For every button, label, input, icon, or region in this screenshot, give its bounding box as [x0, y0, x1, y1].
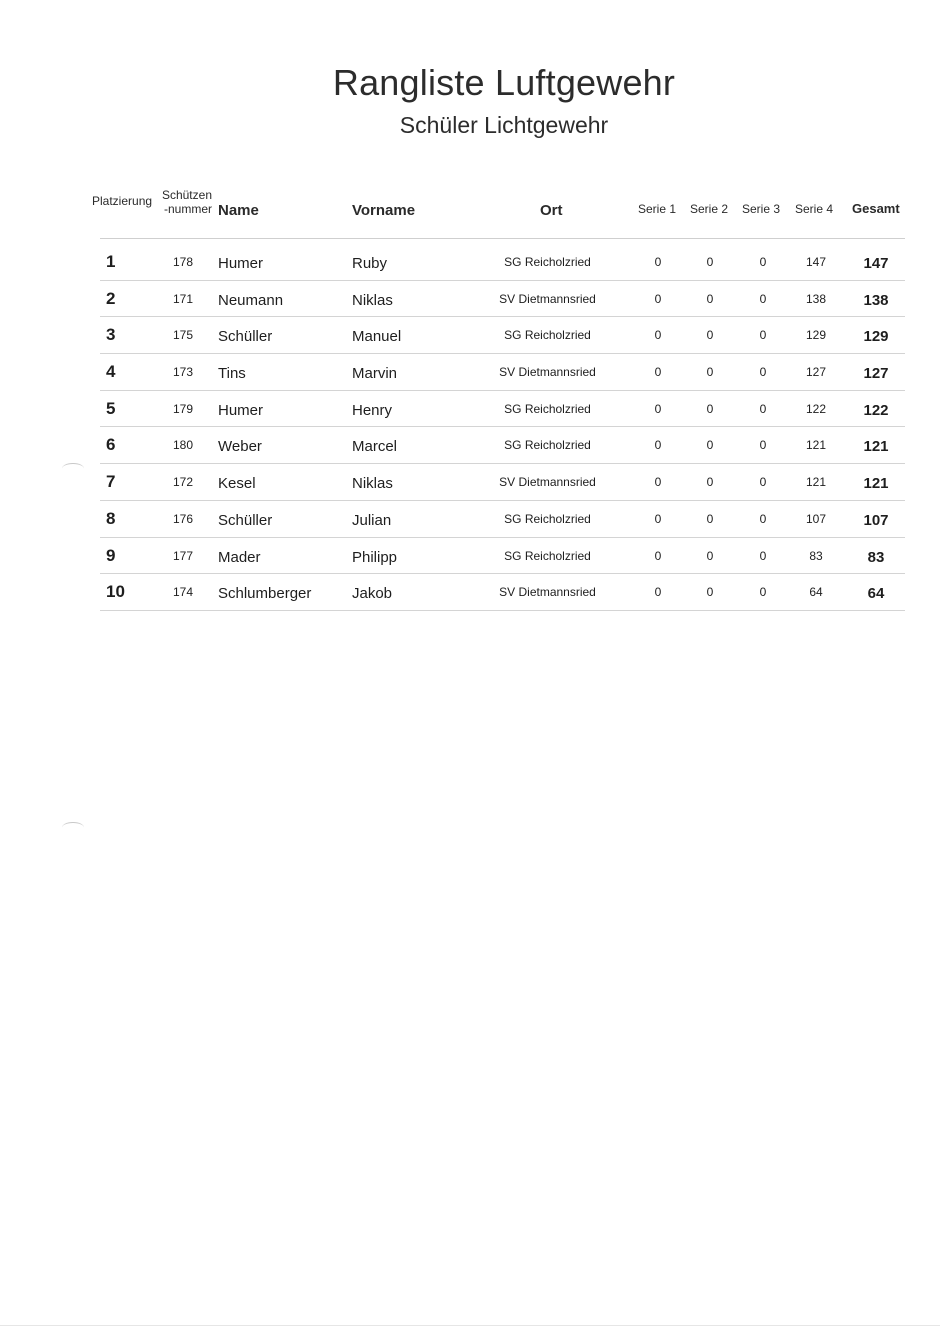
name-cell: Schlumberger	[218, 585, 312, 603]
total-cell: 64	[867, 585, 885, 603]
header-platzierung: Platzierung	[92, 194, 153, 208]
shooter-number-cell: 173	[172, 365, 194, 380]
rank-cell: 1	[106, 252, 116, 271]
serie2-cell: 0	[706, 291, 714, 306]
club-cell: SG Reicholzried	[504, 255, 591, 269]
serie3-cell: 0	[759, 365, 767, 380]
rank-cell: 6	[106, 435, 116, 455]
name-cell: Mader	[218, 548, 261, 566]
serie4-cell: 121	[805, 438, 827, 453]
rank-cell: 3	[106, 325, 116, 345]
shooter-number-cell: 175	[172, 328, 194, 343]
serie2-cell: 0	[706, 438, 714, 453]
shooter-number-cell: 176	[172, 511, 194, 526]
table-row	[0, 501, 940, 538]
table-row	[0, 281, 940, 318]
serie2-cell: 0	[706, 255, 714, 269]
total-cell: 121	[863, 475, 889, 493]
header-serie1: Serie 1	[638, 202, 677, 216]
header-nummer-line1: Schützen	[161, 188, 212, 202]
serie1-cell: 0	[654, 585, 662, 600]
shooter-number-cell: 180	[172, 438, 194, 453]
serie3-cell: 0	[759, 401, 767, 416]
rank-cell: 8	[106, 508, 116, 528]
header-serie2: Serie 2	[690, 202, 729, 216]
rank-cell: 5	[106, 398, 116, 418]
shooter-number-cell: 174	[172, 585, 194, 600]
page-title: Rangliste Luftgewehr	[332, 62, 676, 103]
page-subtitle: Schüler Lichtgewehr	[399, 112, 609, 138]
shooter-number-cell: 171	[172, 291, 194, 306]
name-cell: Humer	[218, 255, 264, 272]
total-cell: 83	[867, 548, 885, 566]
header-serie4: Serie 4	[795, 202, 834, 216]
rank-cell: 4	[106, 362, 116, 382]
header-nummer	[158, 188, 212, 216]
name-cell: Weber	[218, 438, 262, 456]
header-ort: Ort	[540, 202, 563, 219]
serie3-cell: 0	[759, 328, 767, 343]
serie1-cell: 0	[654, 291, 662, 306]
serie2-cell: 0	[706, 328, 714, 343]
total-cell: 138	[863, 291, 889, 309]
first-name-cell: Philipp	[352, 548, 398, 566]
serie1-cell: 0	[654, 438, 662, 453]
table-row	[0, 317, 940, 354]
club-cell: SV Dietmannsried	[499, 365, 596, 380]
serie4-cell: 129	[805, 328, 827, 343]
club-cell: SG Reicholzried	[504, 438, 591, 453]
name-cell: Tins	[218, 365, 246, 383]
serie4-cell: 122	[805, 401, 827, 416]
rank-cell: 2	[106, 288, 116, 308]
table-row	[0, 574, 940, 611]
header-gesamt: Gesamt	[852, 201, 900, 216]
serie2-cell: 0	[706, 585, 714, 600]
serie3-cell: 0	[759, 548, 767, 563]
club-cell: SV Dietmannsried	[499, 585, 596, 600]
table-row	[0, 464, 940, 501]
header-name: Name	[218, 202, 259, 219]
table-row	[0, 538, 940, 575]
punch-hole-mark	[62, 822, 84, 833]
rank-cell: 7	[106, 472, 116, 492]
serie1-cell: 0	[654, 548, 662, 563]
table-row	[0, 391, 940, 428]
punch-hole-mark	[62, 463, 84, 474]
name-cell: Neumann	[218, 291, 284, 309]
serie4-cell: 127	[805, 365, 827, 380]
serie4-cell: 64	[809, 585, 823, 600]
total-cell: 121	[863, 438, 889, 456]
club-cell: SV Dietmannsried	[499, 291, 596, 306]
serie3-cell: 0	[759, 438, 767, 453]
serie1-cell: 0	[654, 401, 662, 416]
header-divider	[100, 238, 905, 239]
total-cell: 147	[863, 255, 889, 272]
name-cell: Schüller	[218, 511, 273, 529]
first-name-cell: Niklas	[352, 475, 393, 493]
serie1-cell: 0	[654, 255, 662, 269]
first-name-cell: Marvin	[352, 365, 398, 383]
first-name-cell: Jakob	[352, 585, 393, 603]
serie4-cell: 107	[805, 511, 827, 526]
first-name-cell: Julian	[352, 511, 392, 529]
serie3-cell: 0	[759, 255, 767, 269]
serie4-cell: 138	[805, 291, 827, 306]
serie1-cell: 0	[654, 365, 662, 380]
serie3-cell: 0	[759, 585, 767, 600]
name-cell: Humer	[218, 401, 264, 419]
shooter-number-cell: 178	[172, 255, 194, 269]
club-cell: SG Reicholzried	[504, 401, 591, 416]
shooter-number-cell: 172	[172, 475, 194, 490]
serie2-cell: 0	[706, 475, 714, 490]
table-row	[0, 427, 940, 464]
table-row	[0, 354, 940, 391]
ranking-table	[0, 244, 940, 611]
first-name-cell: Marcel	[352, 438, 398, 456]
total-cell: 129	[863, 328, 889, 346]
serie4-cell: 83	[809, 548, 823, 563]
serie3-cell: 0	[759, 511, 767, 526]
scan-edge-line	[0, 1325, 940, 1326]
rank-cell: 10	[106, 582, 125, 602]
serie3-cell: 0	[759, 475, 767, 490]
club-cell: SG Reicholzried	[504, 511, 591, 526]
first-name-cell: Ruby	[352, 255, 388, 272]
total-cell: 122	[863, 401, 889, 419]
serie2-cell: 0	[706, 365, 714, 380]
shooter-number-cell: 177	[172, 548, 194, 563]
serie4-cell: 147	[805, 255, 827, 269]
total-cell: 107	[863, 511, 889, 529]
serie4-cell: 121	[805, 475, 827, 490]
header-nummer-line2: -nummer	[163, 202, 212, 216]
serie1-cell: 0	[654, 511, 662, 526]
header-serie3: Serie 3	[742, 202, 781, 216]
header-vorname: Vorname	[352, 202, 416, 219]
table-row	[0, 244, 940, 281]
shooter-number-cell: 179	[172, 401, 194, 416]
first-name-cell: Manuel	[352, 328, 402, 346]
serie1-cell: 0	[654, 475, 662, 490]
club-cell: SG Reicholzried	[504, 548, 591, 563]
serie2-cell: 0	[706, 401, 714, 416]
first-name-cell: Niklas	[352, 291, 393, 309]
serie2-cell: 0	[706, 511, 714, 526]
serie3-cell: 0	[759, 291, 767, 306]
total-cell: 127	[863, 365, 889, 383]
rank-cell: 9	[106, 545, 116, 565]
name-cell: Schüller	[218, 328, 273, 346]
name-cell: Kesel	[218, 475, 256, 493]
serie1-cell: 0	[654, 328, 662, 343]
club-cell: SV Dietmannsried	[499, 475, 596, 490]
first-name-cell: Henry	[352, 401, 393, 419]
serie2-cell: 0	[706, 548, 714, 563]
club-cell: SG Reicholzried	[504, 328, 591, 343]
